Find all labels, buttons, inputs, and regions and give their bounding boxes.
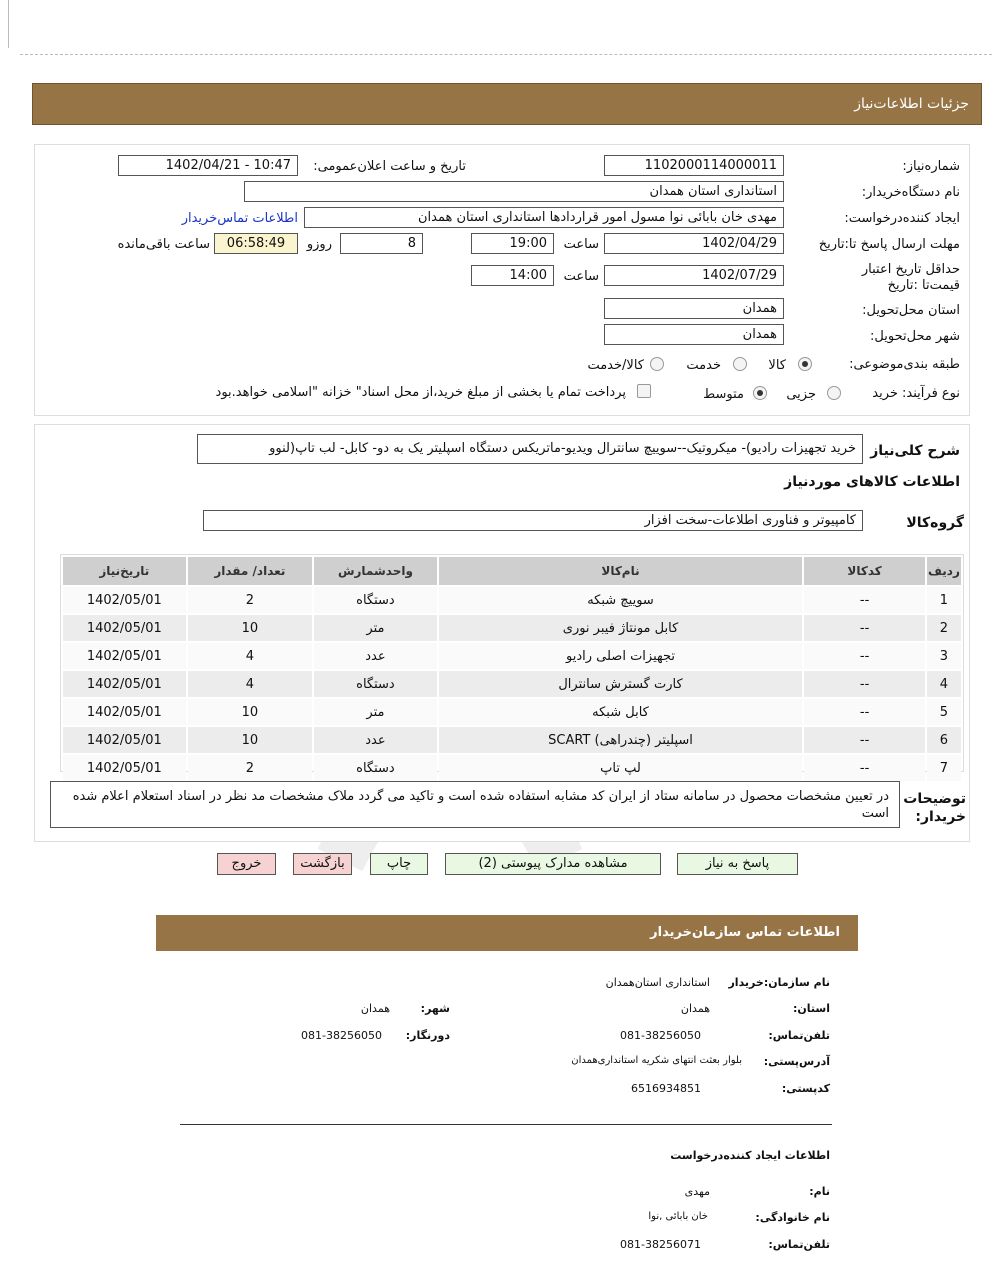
buyer-notes-label: توضیحات خریدار:	[903, 791, 966, 825]
creator-label: ایجاد کننده‌درخواست:	[844, 211, 960, 226]
creator-field: مهدی خان بابائی نوا مسول امور قراردادها استانداری استان همدان	[304, 207, 784, 228]
process-medium-label: متوسط	[703, 387, 744, 402]
category-both-radio[interactable]	[650, 357, 664, 371]
table-row	[63, 615, 961, 641]
cell-unit: عدد	[314, 643, 437, 669]
deadline-time-label: ساعت	[563, 237, 599, 252]
validity-date-field: 1402/07/29	[604, 265, 784, 286]
goods-table	[61, 555, 963, 783]
contact-header-title: اطلاعات تماس سازمان‌خریدار	[650, 925, 840, 940]
col-row-header: ردیف	[927, 557, 961, 585]
col-date-header: تاریخ‌نیاز	[63, 557, 186, 585]
back-button[interactable]: بازگشت	[293, 853, 352, 875]
summary-field: خرید تجهیزات رادیو)- میکروتیک--سوییچ سانترال ویدیو-ماتریکس دستگاه اسپلیتر یک به دو- کابل- لب تاپ(لنوو	[197, 434, 863, 464]
exit-button[interactable]: خروج	[217, 853, 276, 875]
days-field: 8	[340, 233, 423, 254]
contact-province-label: استان:	[793, 1002, 830, 1015]
contact-fax-value: 081-38256050	[301, 1029, 382, 1042]
cell-name: لپ تاپ	[439, 755, 803, 781]
process-medium-radio[interactable]	[753, 386, 767, 400]
remaining-label: ساعت باقی‌مانده	[117, 237, 210, 252]
treasury-payment-checkbox[interactable]	[637, 384, 651, 398]
deadline-date-field: 1402/04/29	[604, 233, 784, 254]
print-button[interactable]: چاپ	[370, 853, 428, 875]
cell-date: 1402/05/01	[63, 699, 186, 725]
deadline-time-field: 19:00	[471, 233, 554, 254]
cell-qty: 10	[188, 699, 313, 725]
process-partial-radio[interactable]	[827, 386, 841, 400]
category-goods-radio[interactable]	[798, 357, 812, 371]
reply-button[interactable]: پاسخ به نیاز	[677, 853, 798, 875]
city-field: همدان	[604, 324, 784, 345]
cell-code: --	[804, 671, 925, 697]
cell-qty: 2	[188, 587, 313, 613]
buyer-org-label: نام دستگاه‌خریدار:	[861, 185, 960, 200]
cell-name: سوییچ شبکه	[439, 587, 803, 613]
cell-unit: متر	[314, 615, 437, 641]
creator-family-value: خان بابائی ,نوا	[648, 1211, 708, 1222]
contact-header-bar	[156, 915, 858, 951]
cell-unit: متر	[314, 699, 437, 725]
table-row	[63, 587, 961, 613]
contact-org-value: استانداری استان‌همدان	[605, 976, 710, 989]
category-service-label: خدمت	[686, 358, 721, 373]
contact-phone-value: 081-38256050	[620, 1029, 701, 1042]
category-service-radio[interactable]	[733, 357, 747, 371]
page-left-rule	[8, 0, 9, 48]
summary-label: شرح کلی‌نیاز	[870, 443, 960, 459]
contact-city-value: همدان	[360, 1002, 390, 1015]
category-goods-label: کالا	[768, 358, 786, 373]
validity-time-field: 14:00	[471, 265, 554, 286]
cell-row: 7	[927, 755, 961, 781]
cell-row: 4	[927, 671, 961, 697]
cell-qty: 10	[188, 615, 313, 641]
announce-field: 1402/04/21 - 10:47	[118, 155, 298, 176]
creator-name-label: نام:	[809, 1185, 830, 1198]
cell-name: کابل مونتاژ فیبر نوری	[439, 615, 803, 641]
category-both-label: کالا/خدمت	[587, 358, 644, 373]
days-label: روزو	[306, 237, 332, 252]
cell-unit: عدد	[314, 727, 437, 753]
cell-name: کارت گسترش سانترال	[439, 671, 803, 697]
cell-name: تجهیزات اصلی رادیو	[439, 643, 803, 669]
top-dashed-divider	[20, 54, 992, 55]
cell-row: 5	[927, 699, 961, 725]
cell-date: 1402/05/01	[63, 587, 186, 613]
creator-info-title: اطلاعات ایجاد کننده‌درخواست	[670, 1149, 830, 1162]
province-label: استان محل‌تحویل:	[862, 303, 960, 318]
creator-phone-value: 081-38256071	[620, 1238, 701, 1251]
cell-qty: 4	[188, 671, 313, 697]
process-partial-label: جزیی	[786, 387, 816, 402]
contact-fax-label: دورنگار:	[405, 1029, 450, 1042]
buyer-notes-field: در تعیین مشخصات محصول در سامانه ستاد از ایران کد مشابه استفاده شده است و تاکید می گردد ملاک مشخصات مد نظر در اسناد استعلام اعلام شده است	[50, 781, 900, 828]
page-header-bar	[32, 83, 982, 125]
process-type-label: نوع فرآیند: خرید	[872, 386, 960, 401]
buyer-org-field: استانداری استان همدان	[244, 181, 784, 202]
creator-phone-label: تلفن‌تماس:	[768, 1238, 830, 1251]
table-row	[63, 755, 961, 781]
province-field: همدان	[604, 298, 784, 319]
cell-row: 3	[927, 643, 961, 669]
cell-name: اسپلیتر (چندراهی) SCART	[439, 727, 803, 753]
creator-name-value: مهدی	[684, 1185, 710, 1198]
table-row	[63, 643, 961, 669]
validity-label: حداقل تاریخ اعتبار قیمت‌تا :تاریخ	[861, 262, 960, 293]
contact-address-value: بلوار بعثت انتهای شکریه استانداری‌همدان	[571, 1055, 742, 1066]
validity-time-label: ساعت	[563, 269, 599, 284]
cell-code: --	[804, 643, 925, 669]
deadline-label: مهلت ارسال پاسخ تا:تاریخ	[818, 237, 960, 252]
contact-postal-label: کد‌پستی:	[781, 1082, 830, 1095]
goods-group-label: گروه‌کالا	[906, 515, 964, 531]
category-label: طبقه بندی‌موضوعی:	[849, 357, 960, 372]
need-number-field: 1102000114000011	[604, 155, 784, 176]
contact-address-label: آدرس‌پستی:	[763, 1055, 830, 1068]
col-qty-header: تعداد/ مقدار	[188, 557, 313, 585]
contact-city-label: شهر:	[420, 1002, 450, 1015]
contact-phone-label: تلفن‌تماس:	[768, 1029, 830, 1042]
contact-postal-value: 6516934851	[631, 1082, 701, 1095]
cell-date: 1402/05/01	[63, 671, 186, 697]
contact-org-label: نام سازمان:خریدار	[728, 976, 830, 989]
contact-province-value: همدان	[680, 1002, 710, 1015]
need-number-label: شماره‌نیاز:	[902, 159, 960, 174]
cell-date: 1402/05/01	[63, 727, 186, 753]
goods-group-field: کامپیوتر و فناوری اطلاعات-سخت افزار	[203, 510, 863, 531]
attachments-button[interactable]: مشاهده مدارک پیوستی (2)	[445, 853, 661, 875]
cell-qty: 2	[188, 755, 313, 781]
cell-unit: دستگاه	[314, 671, 437, 697]
cell-qty: 10	[188, 727, 313, 753]
cell-code: --	[804, 755, 925, 781]
cell-row: 6	[927, 727, 961, 753]
cell-code: --	[804, 587, 925, 613]
col-code-header: کدکالا	[804, 557, 925, 585]
cell-unit: دستگاه	[314, 587, 437, 613]
page-header-title: جزئیات اطلاعات‌نیاز	[854, 96, 969, 112]
cell-row: 2	[927, 615, 961, 641]
cell-qty: 4	[188, 643, 313, 669]
creator-family-label: نام خانوادگی:	[755, 1211, 830, 1224]
col-name-header: نام‌کالا	[439, 557, 803, 585]
cell-name: کابل شبکه	[439, 699, 803, 725]
table-row	[63, 671, 961, 697]
table-row	[63, 699, 961, 725]
goods-info-title: اطلاعات کالاهای موردنیاز	[784, 474, 960, 490]
col-unit-header: واحدشمارش	[314, 557, 437, 585]
cell-row: 1	[927, 587, 961, 613]
announce-label: تاریخ و ساعت اعلان‌عمومی:	[313, 159, 466, 174]
cell-date: 1402/05/01	[63, 755, 186, 781]
contact-divider	[180, 1124, 832, 1125]
cell-date: 1402/05/01	[63, 643, 186, 669]
cell-code: --	[804, 699, 925, 725]
cell-date: 1402/05/01	[63, 615, 186, 641]
cell-unit: دستگاه	[314, 755, 437, 781]
city-label: شهر محل‌تحویل:	[870, 329, 960, 344]
table-row	[63, 727, 961, 753]
remaining-time-field: 06:58:49	[214, 233, 298, 254]
buyer-contact-link[interactable]: اطلاعات تماس‌خریدار	[181, 211, 298, 226]
cell-code: --	[804, 727, 925, 753]
treasury-payment-note: پرداخت تمام یا بخشی از مبلغ خرید،از محل اسناد" خزانه "اسلامی خواهد.بود	[215, 385, 626, 400]
cell-code: --	[804, 615, 925, 641]
